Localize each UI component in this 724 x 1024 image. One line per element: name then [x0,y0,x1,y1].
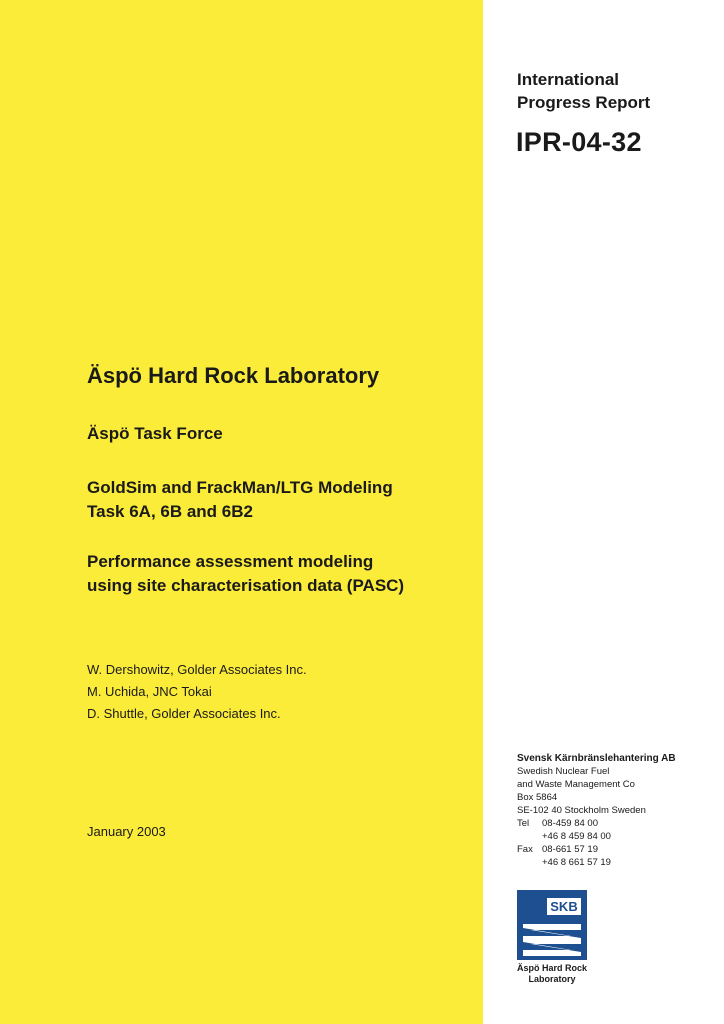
author-item: W. Dershowitz, Golder Associates Inc. [87,662,307,677]
organization-line2: and Waste Management Co [517,779,635,790]
fax-value: 08-661 57 19 [542,844,598,855]
tel-row [517,817,676,830]
report-type-line2: Progress Report [517,93,651,112]
logo-caption-line1: Äspö Hard Rock [516,963,587,973]
author-item: D. Shuttle, Golder Associates Inc. [87,706,281,721]
report-number: IPR-04-32 [516,127,642,157]
report-type [517,68,650,114]
skb-logo-icon [517,890,587,960]
logo-caption-line2: Laboratory [528,974,576,984]
pasc-title-line2: using site characterisation data (PASC) [87,576,405,595]
organization-box: Box 5864 [517,792,558,803]
publication-date: January 2003 [87,824,166,839]
tel-intl-row [517,830,676,843]
logo-caption [510,963,594,985]
tel-intl-value: +46 8 459 84 00 [542,831,611,842]
pasc-title [87,550,404,598]
fax-row [517,843,676,856]
pasc-title-line1: Performance assessment modeling [87,552,374,571]
task-title-line2: Task 6A, 6B and 6B2 [87,502,253,521]
task-title [87,476,393,524]
logo-text: SKB [550,899,578,914]
task-title-line1: GoldSim and FrackMan/LTG Modeling [87,478,393,497]
organization-line1: Swedish Nuclear Fuel [517,766,610,777]
fax-label: Fax [517,844,533,855]
main-title: Äspö Hard Rock Laboratory [87,363,380,388]
fax-intl-value: +46 8 661 57 19 [542,857,611,868]
report-type-line1: International [517,70,620,89]
fax-intl-row [517,856,676,869]
organization-name: Svensk Kärnbränslehantering AB [517,753,676,764]
logo-wave-mark [523,924,581,956]
author-item: M. Uchida, JNC Tokai [87,684,212,699]
tel-label: Tel [517,818,530,829]
organization-address: SE-102 40 Stockholm Sweden [517,805,646,816]
author-list [87,659,307,725]
organization-block [517,752,676,869]
tel-value: 08-459 84 00 [542,818,598,829]
subtitle: Äspö Task Force [87,424,223,443]
